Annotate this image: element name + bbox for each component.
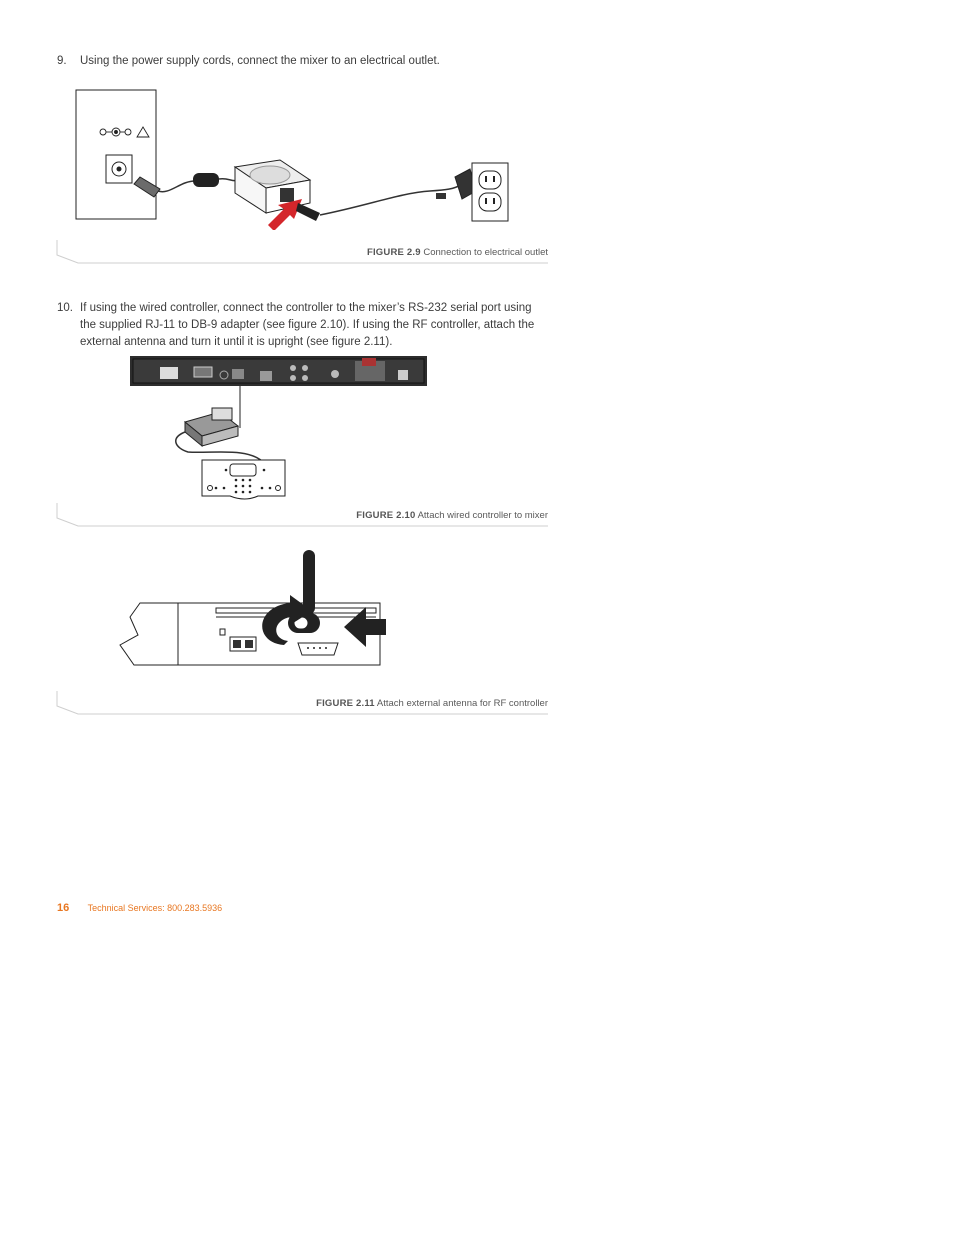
page-number: 16 xyxy=(57,902,70,914)
figure-caption-text: Attach wired controller to mixer xyxy=(417,510,548,521)
step-number: 9. xyxy=(57,55,67,67)
figure-caption-text: Connection to electrical outlet xyxy=(423,247,548,258)
figure-2-9-illustration xyxy=(70,85,520,230)
step-text: Using the power supply cords, connect the mixer to an electrical outlet. xyxy=(80,55,440,67)
rj11-db9-adapter xyxy=(185,408,238,446)
ferrite-bead xyxy=(193,173,219,187)
electrical-outlet xyxy=(472,163,508,221)
page-footer xyxy=(57,902,222,914)
figure-label: FIGURE 2.9 xyxy=(366,247,421,258)
figure-caption xyxy=(316,698,548,709)
figure-2-10-illustration xyxy=(130,356,430,504)
figure-2-11-illustration xyxy=(118,545,398,670)
figure-caption xyxy=(367,247,548,258)
figure-label: FIGURE 2.11 xyxy=(316,698,375,709)
figure-label: FIGURE 2.10 xyxy=(356,510,416,521)
figure-caption xyxy=(356,510,548,521)
footer-contact: Technical Services: 800.283.5936 xyxy=(87,903,223,913)
figure-caption-text: Attach external antenna for RF controller xyxy=(376,698,548,709)
step-text: If using the wired controller, connect the controller to the mixer’s RS-232 serial port using the supplied RJ-11 to DB-9 adapter (see figure 2.10). If using the RF controller, attach the external antenna and turn it until it is upright (see figure 2.11). xyxy=(80,302,535,348)
wired-controller xyxy=(202,460,285,499)
step-number: 10. xyxy=(57,302,73,314)
